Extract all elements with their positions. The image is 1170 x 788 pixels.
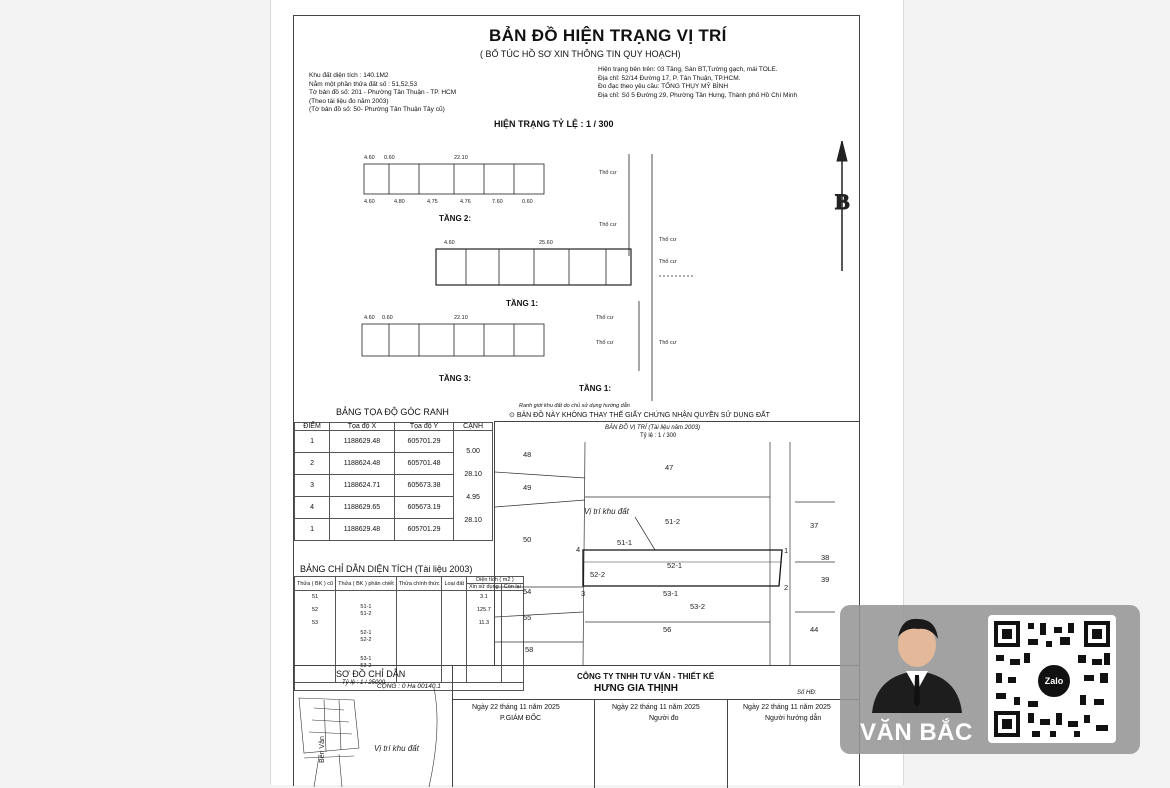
signature-row — [452, 699, 859, 788]
dim-top-3: 22.10 — [454, 155, 468, 161]
coords-header-x: Tọa độ X — [330, 423, 395, 431]
north-arrow-icon — [835, 141, 850, 271]
coords-header-edge: CẠNH — [454, 423, 493, 431]
cell: 1188624.71 — [330, 475, 395, 497]
parcel-44: 44 — [810, 625, 819, 634]
dim-top-6: 22.10 — [454, 315, 468, 321]
dim-top-4: 25.60 — [539, 240, 553, 246]
point-4: 4 — [576, 545, 581, 554]
dim-top-2: 0.60 — [384, 155, 395, 161]
site-label: Vị trí khu đất — [584, 507, 629, 516]
table-row — [295, 431, 493, 453]
row-old-53: 53 — [311, 620, 319, 626]
cell: 2 — [295, 453, 330, 475]
guide-map-title: SƠ ĐỒ CHỈ DẪN — [336, 669, 406, 679]
parcel-37: 37 — [810, 521, 819, 530]
map-title: BẢN ĐỒ HIỆN TRẠNG VỊ TRÍ — [489, 26, 727, 45]
company-brand: HƯNG GIA THỊNH — [594, 683, 679, 694]
area-header-official: Thửa chính thức — [396, 577, 442, 591]
signature-date: Ngày 22 tháng 11 năm 2025 — [472, 704, 560, 711]
row-split-52: 52-1 52-2 — [360, 630, 372, 643]
area-header-remain: Còn lại — [501, 584, 523, 591]
parcel-49: 49 — [523, 483, 532, 492]
dim-top-5: 4.60 — [444, 240, 455, 246]
info-sheet: Tờ bản đồ số: 201 - Phường Tân Thuận - TP. HCM — [309, 89, 457, 96]
edge-1: 5.00 — [466, 447, 480, 455]
guide-map-drawing — [294, 688, 452, 787]
info-left — [309, 72, 456, 115]
parcel-53-1: 53-1 — [663, 589, 679, 598]
floor1-bottom-label: TẦNG 1: — [579, 384, 611, 393]
point-2: 2 — [784, 583, 789, 592]
info-source: (Theo tài liệu đo năm 2003) — [309, 97, 389, 105]
area-header-old: Thửa ( BK ) cũ — [295, 577, 336, 591]
area-title: BẢNG CHỈ DẪN DIỆN TÍCH (Tài liệu 2003) — [300, 564, 473, 574]
area-header-type: Loại đất — [442, 577, 467, 591]
parcel-50: 50 — [523, 535, 532, 544]
cell: 605701.29 — [394, 519, 453, 541]
info-area: Khu đất diện tích : 140.1M2 — [309, 72, 389, 79]
signature-role: Người hướng dẫn — [765, 715, 822, 722]
parcel-55: 55 — [523, 613, 532, 622]
dim-bottom-3: 4.75 — [427, 199, 438, 205]
parcel-39: 39 — [821, 575, 830, 584]
contact-card[interactable] — [840, 605, 1140, 754]
document-sheet — [270, 0, 904, 785]
parcel-56: 56 — [663, 625, 672, 634]
notice-row — [509, 411, 770, 419]
info-requester: Đo đạc theo yêu cầu: TỐNG THỤY MỸ BÌNH — [598, 83, 729, 90]
svg-text:B: B — [835, 189, 850, 214]
area-header-area: Diện tích ( m2 ) — [467, 577, 524, 584]
guide-map — [294, 665, 453, 787]
cell: 1188629.48 — [330, 431, 395, 453]
coords-title: BẢNG TỌA ĐỘ GÓC RANH — [336, 407, 449, 417]
info-parcels: Nằm một phần thửa đất số : 51,52,53 — [309, 80, 418, 88]
edge-3: 4.95 — [466, 493, 480, 501]
scale-title: HIỆN TRẠNG TỶ LỆ : 1 / 300 — [494, 119, 614, 129]
coords-header — [295, 423, 493, 431]
contact-name: VĂN BẮC — [860, 719, 973, 746]
point-1: 1 — [784, 546, 789, 555]
company-name: CÔNG TY TNHH TƯ VẤN - THIẾT KẾ — [577, 672, 715, 681]
label-tho-cu-4: Thổ cư — [659, 259, 677, 265]
info-status: Hiện trạng bên trên: 03 Tầng, Sàn BT,Tường gạch, mái TOLE. — [598, 66, 778, 73]
info-requester-address: Địa chỉ: Số 5 Đường 29, Phường Tân Hưng, Thành phố Hồ Chí Minh — [598, 91, 798, 99]
company-block — [452, 665, 859, 787]
row-area-52: 125.7 — [476, 607, 491, 613]
coords-table — [294, 422, 493, 541]
cell: 1 — [295, 431, 330, 453]
info-old-sheet: (Tờ bản đồ số: 50- Phường Tân Thuận Tây cũ) — [309, 106, 445, 113]
location-map-drawing — [495, 442, 860, 666]
label-tho-cu-5: Thổ cư — [596, 315, 614, 321]
label-tho-cu-1: Thổ cư — [599, 170, 617, 176]
guide-site-label: Vị trí khu đất — [374, 744, 419, 753]
parcel-47: 47 — [665, 463, 674, 472]
edges-cell — [454, 431, 493, 541]
row-area-53: 11.3 — [478, 620, 490, 626]
notice-text: BẢN ĐỒ NÀY KHÔNG THAY THẾ GIẤY CHỨNG NHẬN QUYỀN SỬ DỤNG ĐẤT — [516, 412, 770, 419]
qr-code[interactable] — [988, 615, 1116, 743]
floor1-outline — [436, 249, 631, 285]
area-header — [295, 577, 524, 584]
site-parcel — [583, 550, 782, 586]
parcel-38: 38 — [821, 553, 830, 562]
parcel-54: 54 — [523, 587, 532, 596]
cell: 1 — [295, 519, 330, 541]
info-address: Địa chỉ: 52/14 Đường 17, P. Tân Thuận, TP.HCM. — [598, 74, 741, 82]
edge-4: 28.10 — [464, 516, 482, 524]
cell: 3 — [295, 475, 330, 497]
guide-street-label: Bến Vân — [319, 736, 326, 763]
coords-header-y: Tọa độ Y — [394, 423, 453, 431]
parcel-51-1: 51-1 — [617, 538, 633, 547]
row-split-51: 51-1 51-2 — [360, 604, 372, 617]
coords-header-point: ĐIỂM — [295, 423, 330, 431]
floor3-label: TẦNG 3: — [439, 374, 471, 383]
dim-bottom-4: 4.76 — [460, 199, 471, 205]
row-old-51: 51 — [311, 594, 319, 600]
area-header-split: Thửa ( BK ) phân chiết — [336, 577, 397, 591]
dim-bottom-5: 7.60 — [492, 199, 503, 205]
label-tho-cu-6: Thổ cư — [596, 340, 614, 346]
signature-date: Ngày 22 tháng 11 năm 2025 — [612, 704, 700, 711]
location-map-scale: Tỷ lệ : 1 / 300 — [640, 433, 677, 439]
doc-number: Số HĐ: — [797, 690, 817, 696]
label-tho-cu-2: Thổ cư — [599, 222, 617, 228]
dim-top-1: 4.60 — [364, 155, 375, 161]
parcel-53-2: 53-2 — [690, 602, 706, 611]
area-total: CỘNG : 0 Ha 00140.1 — [295, 683, 524, 691]
dim-top-8: 0.60 — [382, 315, 393, 321]
zalo-badge-icon: Zalo — [1036, 663, 1072, 699]
drawing-frame — [293, 15, 860, 786]
cell: 605673.19 — [394, 497, 453, 519]
cell: 1188624.48 — [330, 453, 395, 475]
label-tho-cu-3: Thổ cư — [659, 237, 677, 243]
floor-plan-drawing — [294, 141, 859, 426]
parcel-58: 58 — [525, 645, 534, 654]
row-split-53: 53-1 53-2 — [360, 656, 372, 669]
signature-date: Ngày 22 tháng 11 năm 2025 — [743, 704, 831, 711]
parcel-52-2: 52-2 — [590, 570, 606, 579]
row-area-51: 3.1 — [480, 594, 488, 600]
dim-top-7: 4.60 — [364, 315, 375, 321]
area-header-use: Xin sử dụng — [467, 584, 502, 591]
row-old-52: 52 — [311, 607, 319, 613]
signature-director — [452, 700, 595, 788]
label-tho-cu-7: Thổ cư — [659, 340, 677, 346]
location-map-title: BẢN ĐỒ VỊ TRÍ (Tài liệu năm 2003) — [605, 425, 701, 431]
cell: 4 — [295, 497, 330, 519]
edge-2: 28.10 — [464, 470, 482, 478]
signature-role: Người đo — [649, 715, 679, 722]
dim-bottom-6: 0.60 — [522, 199, 533, 205]
dim-bottom-1: 4.60 — [364, 199, 375, 205]
cell: 605701.48 — [394, 453, 453, 475]
point-3: 3 — [581, 589, 586, 598]
cell: 605701.29 — [394, 431, 453, 453]
location-map — [494, 421, 860, 666]
parcel-51-2: 51-2 — [665, 517, 681, 526]
dim-bottom-2: 4.80 — [394, 199, 405, 205]
info-right — [598, 66, 797, 100]
signature-role: P.GIÁM ĐỐC — [500, 715, 542, 722]
cell: 1188629.65 — [330, 497, 395, 519]
guide-map-scale: Tỷ lệ : 1 / 25000 — [342, 680, 386, 686]
floor2-label: TẦNG 2: — [439, 214, 471, 223]
floor1-label: TẦNG 1: — [506, 299, 538, 308]
parcel-48: 48 — [523, 450, 532, 459]
map-subtitle: ( BỔ TÚC HỒ SƠ XIN THÔNG TIN QUY HOẠCH) — [480, 49, 681, 59]
avatar — [862, 613, 972, 713]
notice-bullet-icon: ⊙ — [509, 412, 515, 419]
legend-line: Ranh giới khu đất do chủ sử dụng hướng dẫn — [519, 403, 630, 409]
signature-surveyor — [594, 700, 728, 788]
cell: 605673.38 — [394, 475, 453, 497]
parcel-52-1: 52-1 — [667, 561, 683, 570]
cell: 1188629.48 — [330, 519, 395, 541]
